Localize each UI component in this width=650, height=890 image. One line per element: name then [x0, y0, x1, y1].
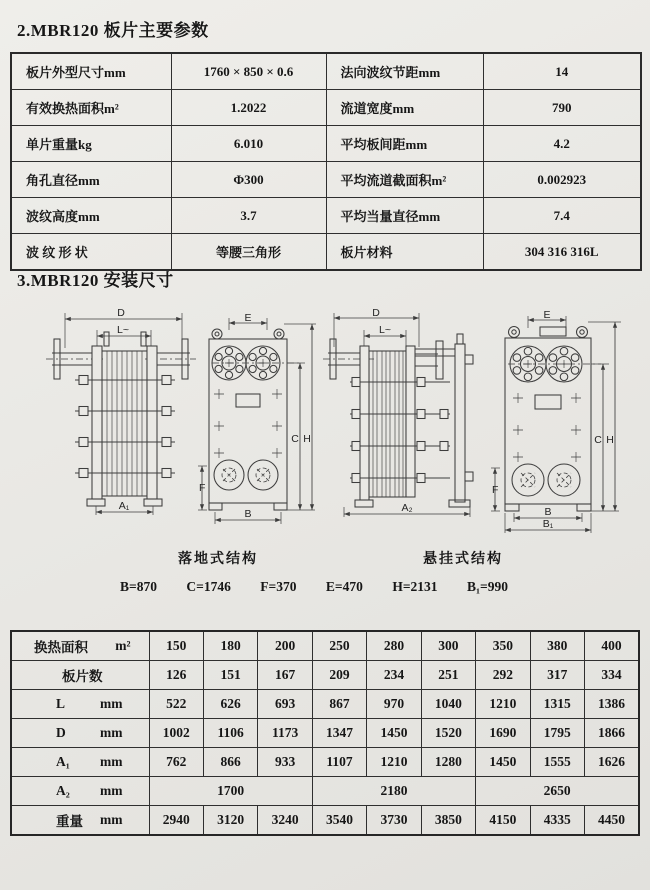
movable-plate — [406, 346, 415, 497]
dim-label-h: H — [606, 434, 614, 446]
dimension-value: F=370 — [260, 579, 297, 594]
size-cell: 317 — [530, 661, 584, 690]
param-label: 波纹高度mm — [11, 198, 171, 234]
floor-standing-front-view-diagram — [196, 314, 318, 528]
size-cell: 1106 — [203, 719, 257, 748]
size-cell: 1173 — [258, 719, 312, 748]
size-cell: 400 — [585, 631, 640, 661]
size-cell: 151 — [203, 661, 257, 690]
table-row — [11, 198, 641, 234]
fixed-plate — [92, 346, 102, 499]
size-cell: 522 — [149, 690, 203, 719]
param-value: 1.2022 — [171, 90, 326, 126]
size-cell: 933 — [258, 748, 312, 777]
plate-pack — [369, 351, 406, 497]
size-cell: 167 — [258, 661, 312, 690]
table-row — [11, 777, 639, 806]
dim-label-b: B — [244, 508, 252, 520]
size-cell: 200 — [258, 631, 312, 661]
size-cell: 626 — [203, 690, 257, 719]
param-label: 板片材料 — [326, 234, 483, 271]
param-value: 304 316 316L — [483, 234, 641, 271]
size-row-header — [11, 690, 149, 719]
table-row — [11, 234, 641, 271]
dim-label-d: D — [372, 307, 380, 319]
row-unit: mm — [100, 725, 123, 740]
dim-label-a2: A₂ — [401, 502, 413, 514]
dim-label-f: F — [492, 484, 499, 496]
table-row — [11, 90, 641, 126]
size-cell: 1690 — [476, 719, 530, 748]
param-value: 等腰三角形 — [171, 234, 326, 271]
row-unit: mm — [100, 696, 123, 711]
size-cell: 866 — [203, 748, 257, 777]
size-cell: 1866 — [585, 719, 640, 748]
size-cell: 1347 — [312, 719, 366, 748]
row-label: 换热面积 — [34, 640, 88, 655]
size-cell: 3240 — [258, 806, 312, 836]
size-cell-merged: 1700 — [149, 777, 312, 806]
param-value: 6.010 — [171, 126, 326, 162]
param-value: 14 — [483, 53, 641, 90]
dim-label-h: H — [303, 433, 311, 445]
tie-bolts — [75, 376, 175, 478]
size-cell: 280 — [367, 631, 421, 661]
size-cell-merged: 2650 — [476, 777, 639, 806]
size-cell: 2940 — [149, 806, 203, 836]
section2-title: 2.MBR120 板片主要参数 — [17, 21, 209, 40]
dim-label-e: E — [244, 312, 252, 324]
row-label: 板片数 — [62, 669, 103, 684]
lifting-eye-icon — [212, 329, 222, 339]
hanging-caption: 悬挂式结构 — [423, 552, 503, 567]
param-value: 0.002923 — [483, 162, 641, 198]
size-row-header — [11, 631, 149, 661]
param-label: 平均流道截面积m² — [326, 162, 483, 198]
bottom-port-flanges — [214, 460, 278, 490]
size-cell: 234 — [367, 661, 421, 690]
dimension-value: H=2131 — [392, 579, 438, 594]
row-label: L — [56, 696, 66, 711]
size-cell: 150 — [149, 631, 203, 661]
floor-standing-side-view-diagram — [45, 308, 197, 516]
table-row — [11, 126, 641, 162]
lifting-eye-icon — [577, 327, 588, 338]
size-cell: 762 — [149, 748, 203, 777]
size-cell: 180 — [203, 631, 257, 661]
size-cell: 1280 — [421, 748, 475, 777]
floor-standing-caption: 落地式结构 — [178, 552, 258, 567]
param-label: 流道宽度mm — [326, 90, 483, 126]
param-label: 有效换热面积m² — [11, 90, 171, 126]
table-row — [11, 690, 639, 719]
size-row-header — [11, 661, 149, 690]
param-value: Φ300 — [171, 162, 326, 198]
dim-label-b1: B₁ — [542, 518, 554, 530]
row-label: 重量 — [56, 814, 83, 829]
table-row — [11, 806, 639, 836]
dim-label-a1: A₁ — [118, 500, 130, 512]
size-cell: 1386 — [585, 690, 640, 719]
size-row-header — [11, 806, 149, 836]
row-unit: m² — [115, 638, 131, 653]
table-row — [11, 631, 639, 661]
table-row — [11, 53, 641, 90]
param-label: 板片外型尺寸mm — [11, 53, 171, 90]
param-value: 790 — [483, 90, 641, 126]
size-cell: 867 — [312, 690, 366, 719]
size-cell: 1210 — [476, 690, 530, 719]
param-value: 1760 × 850 × 0.6 — [171, 53, 326, 90]
plate-pack — [102, 351, 147, 496]
dimension-value: E=470 — [325, 579, 363, 594]
dimension-value: B₁=990 — [466, 579, 508, 594]
lifting-eye-icon — [274, 329, 284, 339]
param-value: 3.7 — [171, 198, 326, 234]
carrying-bar — [415, 349, 455, 356]
size-cell: 970 — [367, 690, 421, 719]
section3-title: 3.MBR120 安装尺寸 — [17, 271, 174, 290]
size-row-header — [11, 777, 149, 806]
size-cell: 4450 — [585, 806, 640, 836]
size-cell: 4335 — [530, 806, 584, 836]
nameplate — [236, 394, 260, 407]
lifting-eye-icon — [509, 327, 520, 338]
plate-params-table — [10, 52, 642, 271]
dimension-value: C=1746 — [186, 579, 231, 594]
size-cell: 250 — [312, 631, 366, 661]
size-cell: 300 — [421, 631, 475, 661]
size-cell: 1795 — [530, 719, 584, 748]
size-cell-merged: 2180 — [312, 777, 475, 806]
dim-label-e: E — [543, 309, 551, 321]
size-cell: 126 — [149, 661, 203, 690]
table-row — [11, 162, 641, 198]
size-cell: 350 — [476, 631, 530, 661]
dimension-value: B=870 — [120, 579, 157, 594]
bottom-port-flanges — [512, 464, 580, 496]
dim-label-f: F — [199, 482, 206, 494]
dim-label-l: L~ — [379, 324, 391, 336]
table-row — [11, 719, 639, 748]
size-row-header — [11, 748, 149, 777]
param-value: 7.4 — [483, 198, 641, 234]
param-label: 波 纹 形 状 — [11, 234, 171, 271]
size-cell: 1450 — [476, 748, 530, 777]
size-row-header — [11, 719, 149, 748]
dim-label-l: L~ — [117, 324, 129, 336]
size-cell: 1040 — [421, 690, 475, 719]
row-label: A₁ — [56, 754, 70, 769]
row-label: D — [56, 725, 66, 740]
param-label: 角孔直径mm — [11, 162, 171, 198]
dim-label-c: C — [594, 434, 602, 446]
installation-dimensions-line — [120, 579, 508, 595]
size-cell: 693 — [258, 690, 312, 719]
size-cell: 1450 — [367, 719, 421, 748]
size-cell: 1002 — [149, 719, 203, 748]
row-label: A₂ — [56, 783, 70, 798]
size-cell: 1107 — [312, 748, 366, 777]
size-cell: 251 — [421, 661, 475, 690]
dim-label-c: C — [291, 433, 299, 445]
nameplate — [535, 395, 561, 409]
size-cell: 380 — [530, 631, 584, 661]
table-row — [11, 661, 639, 690]
param-label: 平均当量直径mm — [326, 198, 483, 234]
movable-plate — [147, 346, 157, 499]
table-row — [11, 748, 639, 777]
install-size-table — [10, 630, 640, 836]
size-cell: 3120 — [203, 806, 257, 836]
size-cell: 292 — [476, 661, 530, 690]
dim-label-d: D — [117, 307, 125, 319]
row-unit: mm — [100, 754, 123, 769]
size-cell: 334 — [585, 661, 640, 690]
size-cell: 4150 — [476, 806, 530, 836]
support-column — [455, 344, 465, 502]
hanging-side-view-diagram — [322, 308, 480, 520]
top-bar-stub — [540, 327, 566, 336]
size-cell: 209 — [312, 661, 366, 690]
size-cell: 1315 — [530, 690, 584, 719]
param-label: 单片重量kg — [11, 126, 171, 162]
param-label: 法向波纹节距mm — [326, 53, 483, 90]
size-cell: 1555 — [530, 748, 584, 777]
param-label: 平均板间距mm — [326, 126, 483, 162]
fixed-plate — [360, 346, 369, 500]
hanging-front-view-diagram — [488, 310, 638, 538]
size-cell: 3540 — [312, 806, 366, 836]
size-cell: 1520 — [421, 719, 475, 748]
row-unit: mm — [100, 812, 123, 827]
row-unit: mm — [100, 783, 123, 798]
size-cell: 3730 — [367, 806, 421, 836]
size-cell: 1210 — [367, 748, 421, 777]
dim-label-b: B — [544, 506, 552, 518]
param-value: 4.2 — [483, 126, 641, 162]
size-cell: 3850 — [421, 806, 475, 836]
size-cell: 1626 — [585, 748, 640, 777]
